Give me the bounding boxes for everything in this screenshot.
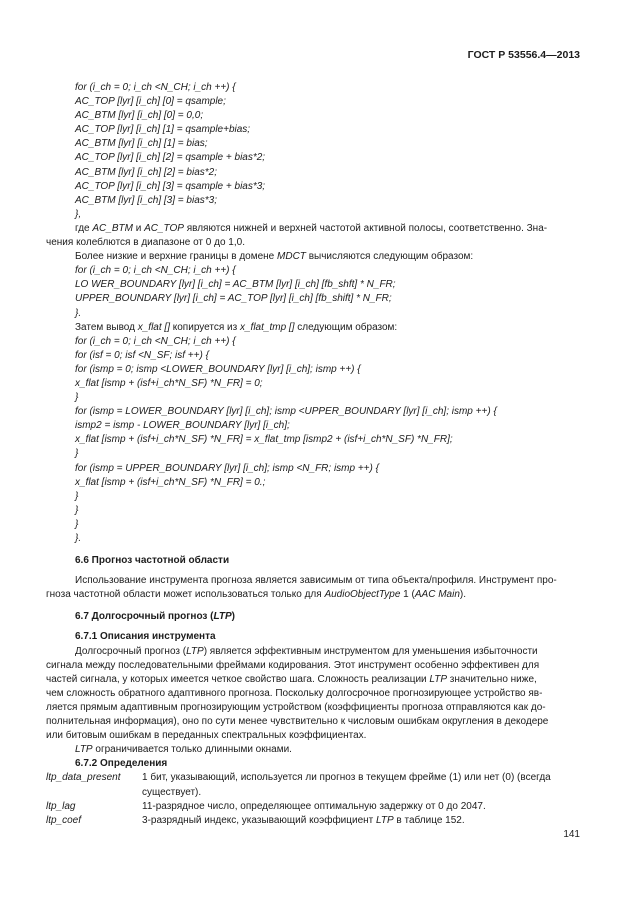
code-block-ac-bounds [46,81,586,222]
code-line: for (ismp = 0; ismp <LOWER_BOUNDARY [lyr] [i_ch]; ismp ++) { [75,363,361,375]
code-line: for (i_ch = 0; i_ch <N_CH; i_ch ++) { [75,265,236,277]
page-number: 141 [563,829,580,840]
section-6-6-para-line-2: гноза частотной области может использоваться только для AudioObjectType 1 (AAC Main). [46,589,466,601]
definition-row [46,800,586,814]
paragraph-line: сигнала между последовательными фреймами кодирования. Этот инструмент особенно эффективен для [46,659,540,671]
code-line: AC_BTM [lyr] [i_ch] [3] = bias*3; [75,194,217,206]
definition-term: ltp_coef [46,814,82,826]
code-line: } [75,448,79,460]
paragraph-line: или битовым ошибкам в переданных спектральных коэффициентах. [46,730,367,742]
code-line: AC_TOP [lyr] [i_ch] [0] = qsample; [75,96,226,108]
code-line: LO WER_BOUNDARY [lyr] [i_ch] = AC_BTM [lyr] [i_ch] [fb_shft] * N_FR; [75,279,396,291]
code-line: for (ismp = UPPER_BOUNDARY [lyr] [i_ch]; ismp <N_FR; ismp ++) { [75,462,379,474]
section-heading-6-7-1: 6.7.1 Описания инструмента [75,631,216,643]
code-line: AC_BTM [lyr] [i_ch] [1] = bias; [75,138,208,150]
code-line: AC_BTM [lyr] [i_ch] [2] = bias*2; [75,166,217,178]
page-content [46,81,586,828]
copy-intro: Затем вывод x_flat [] копируется из x_flat_tmp [] следующим образом: [75,321,398,333]
code-line: }. [75,533,82,544]
section-6-6-para-line-1: Использование инструмента прогноза является зависимым от типа объекта/профиля. Инструмент про- [75,575,557,587]
code-block-x-flat-copy [46,335,586,546]
definition-description: 1 бит, указывающий, используется ли прогноз в текущем фрейме (1) или нет (0) (всегда существует). [142,772,551,798]
definition-row [46,771,586,799]
code-block-boundaries [46,264,586,320]
definition-description: 3-разрядный индекс, указывающий коэффициент LTP в таблице 152. [142,814,465,826]
code-line: }. [75,307,82,319]
code-line: x_flat [ismp + (isf+i_ch*N_SF) *N_FR] = x_flat_tmp [ismp2 + (isf+i_ch*N_SF) *N_FR]; [75,434,453,446]
bounds-intro: Более низкие и верхние границы в домене MDCT вычисляются следующим образом: [75,251,474,263]
section-heading-6-7: 6.7 Долгосрочный прогноз (LTP) [75,611,236,623]
code-line: } [75,518,79,530]
code-line: x_flat [ismp + (isf+i_ch*N_SF) *N_FR] = 0.; [75,476,266,488]
paragraph-line: частей сигнала, у которых имеется четкое свойство шага. Сложность реализации LTP значительно ниже, [46,673,537,685]
paragraph-line: ляется прямым адаптивным прогнозирующим устройством (коэффициенты прогноза отправляются как до- [46,701,546,713]
code-line: x_flat [ismp + (isf+i_ch*N_SF) *N_FR] = 0; [75,377,263,389]
code-line: } [75,504,79,516]
document-standard-number: ГОСТ Р 53556.4—2013 [467,49,580,61]
ltp-limit-line: LTP ограничивается только длинными окнами. [75,744,292,756]
code-line: AC_TOP [lyr] [i_ch] [1] = qsample+bias; [75,124,251,136]
paragraph-line: полнительная информация), оно по сути менее чувствительно к числовым ошибкам округления в декодере [46,716,549,728]
section-6-7-1-paragraph [46,645,586,744]
definitions-list [46,771,586,827]
code-line: for (i_ch = 0; i_ch <N_CH; i_ch ++) { [75,335,236,347]
code-line: } [75,490,79,502]
definition-term: ltp_lag [46,800,76,812]
code-line: ismp2 = ismp - LOWER_BOUNDARY [lyr] [i_ch]; [75,420,290,432]
code-line: AC_TOP [lyr] [i_ch] [2] = qsample + bias*2; [75,152,266,164]
definition-term: ltp_data_present [46,772,121,784]
code-line: UPPER_BOUNDARY [lyr] [i_ch] = AC_TOP [lyr] [i_ch] [fb_shift] * N_FR; [75,293,392,305]
where-paragraph-line-1: где AC_BTM и AC_TOP являются нижней и верхней частотой активной полосы, соответственно. Зна- [75,222,548,234]
code-line: for (ismp = LOWER_BOUNDARY [lyr] [i_ch]; ismp <UPPER_BOUNDARY [lyr] [i_ch]; ismp ++) { [75,406,497,418]
where-paragraph-line-2: чения колеблются в диапазоне от 0 до 1,0. [46,237,245,249]
definition-row [46,814,586,828]
paragraph-line: Долгосрочный прогноз (LTP) является эффективным инструментом для уменьшения избыточности [75,645,538,657]
code-line: for (isf = 0; isf <N_SF; isf ++) { [75,349,209,361]
code-line: AC_BTM [lyr] [i_ch] [0] = 0,0; [75,110,204,122]
code-line: AC_TOP [lyr] [i_ch] [3] = qsample + bias*3; [75,180,266,192]
code-line: } [75,392,79,404]
code-line: for (i_ch = 0; i_ch <N_CH; i_ch ++) { [75,82,236,93]
paragraph-line: чем сложность обратного адаптивного прогноза. Поскольку долгосрочное прогнозирующее устройство яв- [46,687,543,699]
code-line: }, [75,208,82,220]
section-heading-6-7-2: 6.7.2 Определения [75,758,168,770]
definition-description: 11-разрядное число, определяющее оптимальную задержку от 0 до 2047. [142,800,486,812]
section-heading-6-6: 6.6 Прогноз частотной области [75,555,230,567]
